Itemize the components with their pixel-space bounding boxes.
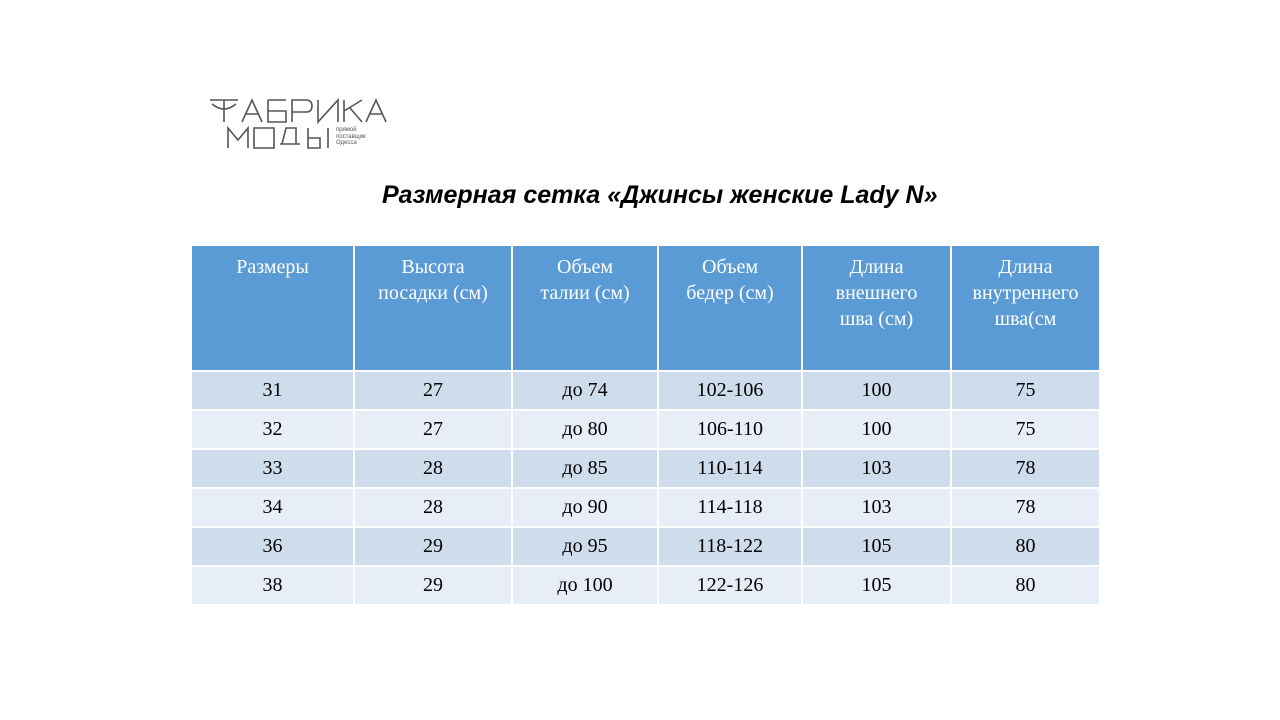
cell-outseam: 105	[802, 566, 951, 605]
cell-inseam: 78	[951, 449, 1100, 488]
table-row	[191, 527, 1100, 566]
header-label: Объем	[702, 256, 758, 278]
header-sizes	[191, 245, 354, 371]
header-label: шва(см	[994, 308, 1057, 330]
cell-rise: 29	[354, 527, 512, 566]
cell-rise: 29	[354, 566, 512, 605]
header-label: Высота	[401, 256, 465, 278]
header-label: Длина	[998, 256, 1053, 278]
cell-inseam: 78	[951, 488, 1100, 527]
logo-tagline	[336, 127, 366, 147]
header-label: талии (см)	[540, 282, 630, 304]
header-waist	[512, 245, 658, 371]
cell-waist: до 100	[512, 566, 658, 605]
cell-waist: до 95	[512, 527, 658, 566]
table-row	[191, 449, 1100, 488]
cell-rise: 27	[354, 410, 512, 449]
cell-size: 31	[191, 371, 354, 410]
cell-outseam: 103	[802, 449, 951, 488]
header-label: внешнего	[835, 282, 918, 304]
page-title: Размерная сетка «Джинсы женские Lady N»	[382, 181, 938, 209]
header-label: посадки (см)	[378, 282, 488, 304]
cell-waist: до 85	[512, 449, 658, 488]
tagline-line: Одесса	[336, 140, 357, 146]
cell-rise: 28	[354, 449, 512, 488]
table-header-row	[191, 245, 1100, 371]
table-row	[191, 410, 1100, 449]
cell-inseam: 80	[951, 527, 1100, 566]
table-row	[191, 488, 1100, 527]
fabrika-mody-logo	[206, 94, 426, 154]
cell-rise: 27	[354, 371, 512, 410]
header-label: бедер (см)	[686, 282, 774, 304]
cell-hips: 122-126	[658, 566, 802, 605]
header-rise	[354, 245, 512, 371]
header-label: Размеры	[236, 256, 309, 278]
header-label: Объем	[557, 256, 613, 278]
tagline-line: прямой	[336, 127, 357, 133]
cell-outseam: 105	[802, 527, 951, 566]
cell-inseam: 75	[951, 410, 1100, 449]
header-label: шва (см)	[839, 308, 914, 330]
cell-inseam: 80	[951, 566, 1100, 605]
cell-hips: 114-118	[658, 488, 802, 527]
cell-hips: 102-106	[658, 371, 802, 410]
header-outseam	[802, 245, 951, 371]
header-inseam	[951, 245, 1100, 371]
header-hips	[658, 245, 802, 371]
tagline-line: поставщик	[336, 133, 366, 140]
header-label: внутреннего	[972, 282, 1079, 304]
logo	[206, 94, 426, 154]
cell-size: 32	[191, 410, 354, 449]
cell-outseam: 103	[802, 488, 951, 527]
table-row	[191, 566, 1100, 605]
size-table	[190, 244, 1101, 606]
cell-size: 33	[191, 449, 354, 488]
cell-size: 34	[191, 488, 354, 527]
cell-rise: 28	[354, 488, 512, 527]
table-row	[191, 371, 1100, 410]
cell-hips: 110-114	[658, 449, 802, 488]
cell-outseam: 100	[802, 371, 951, 410]
cell-inseam: 75	[951, 371, 1100, 410]
cell-waist: до 80	[512, 410, 658, 449]
cell-size: 36	[191, 527, 354, 566]
header-label: Длина	[849, 256, 904, 278]
cell-outseam: 100	[802, 410, 951, 449]
cell-hips: 106-110	[658, 410, 802, 449]
cell-hips: 118-122	[658, 527, 802, 566]
cell-size: 38	[191, 566, 354, 605]
cell-waist: до 90	[512, 488, 658, 527]
cell-waist: до 74	[512, 371, 658, 410]
